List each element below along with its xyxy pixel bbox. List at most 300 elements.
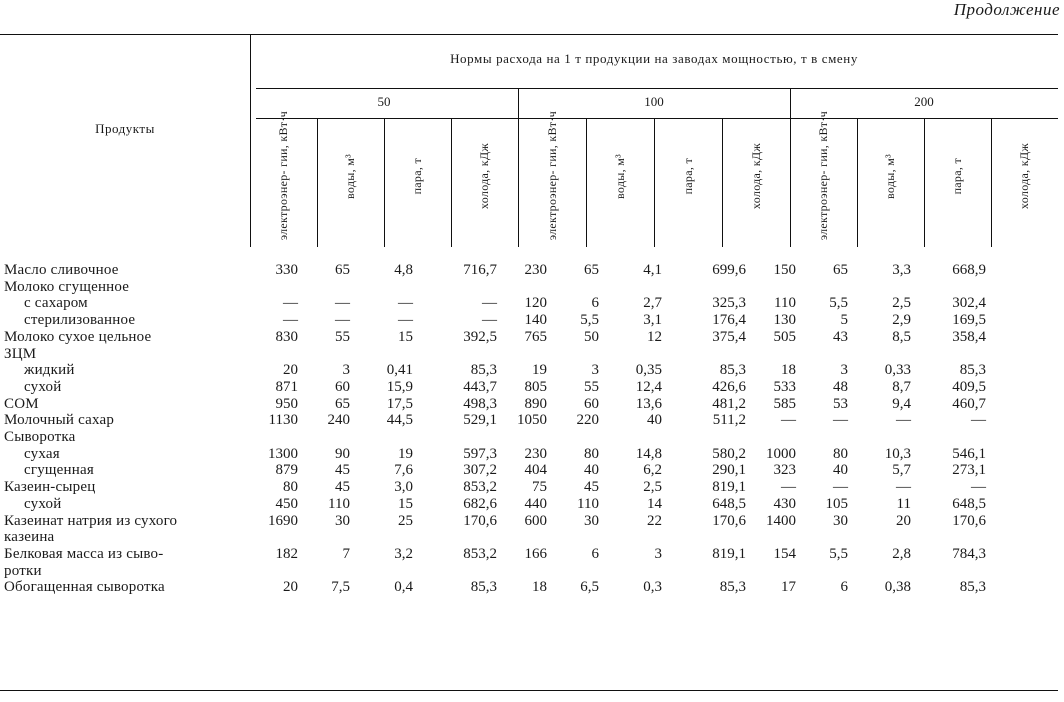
- value-cell: 3: [342, 362, 350, 379]
- subcol-label: электроэнер- гии, кВт·ч: [276, 111, 290, 241]
- value-cell: 4,8: [394, 262, 413, 278]
- value-cell: 426,6: [712, 378, 746, 395]
- value-cell: 44,5: [386, 412, 413, 429]
- value-cell: [497, 429, 547, 446]
- value-cell: [911, 563, 986, 580]
- value-cell: 2,7: [643, 295, 662, 312]
- value-cell: [848, 529, 911, 546]
- value-cell: 240: [327, 412, 350, 429]
- value-cell: 85,3: [719, 362, 746, 379]
- subcol-label: воды, м³: [343, 153, 357, 199]
- value-cell: [796, 563, 848, 580]
- table-row: [4, 279, 986, 296]
- product-name: ротки: [4, 562, 42, 579]
- value-cell: [350, 529, 413, 546]
- value-cell: [911, 429, 986, 446]
- value-cell: [911, 529, 986, 546]
- value-cell: 1000: [766, 445, 796, 462]
- value-cell: [497, 563, 547, 580]
- value-cell: 5,7: [892, 462, 911, 479]
- value-cell: 0,3: [643, 579, 662, 596]
- value-cell: 273,1: [952, 462, 986, 479]
- value-cell: —: [335, 312, 350, 329]
- table-row: [4, 429, 986, 446]
- value-cell: 1130: [268, 412, 298, 429]
- value-cell: 682,6: [463, 495, 497, 512]
- value-cell: 45: [335, 479, 350, 496]
- value-cell: 6: [591, 545, 599, 562]
- value-cell: 230: [524, 445, 547, 462]
- subcol-steam-200: [924, 120, 991, 232]
- value-cell: [298, 563, 350, 580]
- value-cell: —: [398, 312, 413, 329]
- table-row: [4, 412, 986, 429]
- value-cell: 460,7: [952, 395, 986, 412]
- value-cell: —: [971, 412, 986, 429]
- norms-table-body: [4, 262, 986, 596]
- table-row: [4, 379, 986, 396]
- value-cell: 890: [524, 395, 547, 412]
- value-cell: 600: [524, 512, 547, 529]
- value-cell: 375,4: [712, 328, 746, 345]
- value-cell: 580,2: [712, 445, 746, 462]
- table-row: [4, 329, 986, 346]
- value-cell: 130: [773, 312, 796, 329]
- value-cell: 17,5: [386, 395, 413, 412]
- top-rule: [0, 34, 1058, 35]
- value-cell: [298, 279, 350, 296]
- product-name: сухая: [24, 445, 60, 462]
- value-cell: [662, 563, 746, 580]
- value-cell: 0,4: [394, 579, 413, 596]
- product-name: жидкий: [24, 362, 75, 379]
- value-cell: 154: [773, 545, 796, 562]
- table-row: [4, 446, 986, 463]
- value-cell: —: [971, 479, 986, 496]
- value-cell: [547, 279, 599, 296]
- value-cell: 443,7: [463, 378, 497, 395]
- subcol-water-50: [317, 120, 384, 232]
- product-name: Белковая масса из сыво-: [4, 545, 164, 562]
- value-cell: 60: [584, 395, 599, 412]
- value-cell: 784,3: [952, 545, 986, 562]
- value-cell: 1400: [766, 512, 796, 529]
- header-rule-subcols: [256, 118, 1058, 119]
- subcol-label: пара, т: [680, 157, 695, 195]
- value-cell: 110: [577, 495, 599, 512]
- value-cell: 290,1: [712, 462, 746, 479]
- value-cell: [413, 279, 497, 296]
- value-cell: 511,2: [712, 412, 746, 429]
- value-cell: 699,6: [712, 262, 746, 278]
- value-cell: 40: [647, 412, 662, 429]
- table-row: [4, 396, 986, 413]
- value-cell: [547, 529, 599, 546]
- value-cell: 450: [275, 495, 298, 512]
- value-cell: [248, 529, 298, 546]
- value-cell: 648,5: [952, 495, 986, 512]
- value-cell: 14,8: [635, 445, 662, 462]
- value-cell: [298, 429, 350, 446]
- value-cell: 60: [335, 378, 350, 395]
- subcol-electricity-50: [250, 111, 317, 241]
- value-cell: 15: [398, 328, 413, 345]
- value-cell: 170,6: [463, 512, 497, 529]
- value-cell: [298, 529, 350, 546]
- table-row: [4, 462, 986, 479]
- value-cell: —: [781, 412, 796, 429]
- header-products: Продукты: [95, 121, 155, 136]
- value-cell: [746, 346, 796, 363]
- table-row: [4, 262, 986, 279]
- value-cell: —: [896, 479, 911, 496]
- subcol-cold-200: [991, 120, 1058, 232]
- value-cell: [599, 279, 662, 296]
- value-cell: 13,6: [635, 395, 662, 412]
- value-cell: 45: [335, 462, 350, 479]
- value-cell: 716,7: [463, 262, 497, 278]
- subcol-steam-50: [384, 120, 451, 232]
- value-cell: 2,5: [643, 479, 662, 496]
- product-name: Масло сливочное: [4, 262, 119, 278]
- table-row: [4, 312, 986, 329]
- value-cell: 140: [524, 312, 547, 329]
- value-cell: 7: [342, 545, 350, 562]
- value-cell: 182: [275, 545, 298, 562]
- subcol-label: холода, кДж: [1017, 142, 1031, 210]
- value-cell: 110: [328, 495, 350, 512]
- value-cell: 7,5: [331, 579, 350, 596]
- value-cell: 430: [773, 495, 796, 512]
- value-cell: 90: [335, 445, 350, 462]
- value-cell: 7,6: [394, 462, 413, 479]
- subcol-label: электроэнер- гии, кВт·ч: [816, 111, 830, 241]
- value-cell: 481,2: [712, 395, 746, 412]
- capacity-200: 200: [914, 94, 934, 109]
- value-cell: 15: [398, 495, 413, 512]
- value-cell: 819,1: [712, 479, 746, 496]
- value-cell: [911, 279, 986, 296]
- header-rule-capacity: [256, 88, 1058, 89]
- value-cell: 20: [896, 512, 911, 529]
- value-cell: 330: [275, 262, 298, 278]
- value-cell: [298, 346, 350, 363]
- subcol-label: электроэнер- гии, кВт·ч: [544, 111, 559, 241]
- subcol-steam-100: [654, 120, 722, 232]
- product-name: СОМ: [4, 395, 39, 412]
- value-cell: —: [482, 312, 497, 329]
- value-cell: 533: [773, 378, 796, 395]
- value-cell: 3: [591, 362, 599, 379]
- table-row: [4, 546, 986, 563]
- value-cell: 0,41: [386, 362, 413, 379]
- subcol-water-200: [857, 120, 924, 232]
- product-name: Молочный сахар: [4, 412, 115, 429]
- value-cell: 80: [283, 479, 298, 496]
- value-cell: 65: [335, 395, 350, 412]
- bottom-rule: [0, 690, 1058, 691]
- table-row: [4, 579, 986, 596]
- value-cell: 85,3: [470, 579, 497, 596]
- header-norms-title: Нормы расхода на 1 т продукции на заводах мощностью, т в смену: [450, 51, 858, 66]
- value-cell: 10,3: [884, 445, 911, 462]
- value-cell: 585: [773, 395, 796, 412]
- product-name: Казеинат натрия из сухого: [4, 512, 178, 529]
- value-cell: 80: [584, 445, 599, 462]
- value-cell: —: [283, 295, 298, 312]
- value-cell: 18: [781, 362, 796, 379]
- value-cell: 3: [840, 362, 848, 379]
- product-name: Обогащенная сыворотка: [4, 579, 165, 596]
- value-cell: [599, 429, 662, 446]
- value-cell: 1300: [268, 445, 298, 462]
- value-cell: 546,1: [952, 445, 986, 462]
- value-cell: 2,8: [892, 545, 911, 562]
- value-cell: [413, 346, 497, 363]
- value-cell: 55: [335, 328, 350, 345]
- value-cell: 765: [524, 328, 547, 345]
- value-cell: 105: [825, 495, 848, 512]
- value-cell: 2,5: [892, 295, 911, 312]
- subcol-cold-50: [451, 120, 518, 232]
- value-cell: 14: [647, 495, 662, 512]
- value-cell: [497, 346, 547, 363]
- value-cell: [497, 529, 547, 546]
- value-cell: 3,0: [394, 479, 413, 496]
- product-name: сухой: [24, 378, 62, 395]
- value-cell: [497, 279, 547, 296]
- value-cell: 5,5: [829, 295, 848, 312]
- value-cell: 220: [576, 412, 599, 429]
- value-cell: 85,3: [959, 579, 986, 596]
- product-name: стерилизованное: [24, 312, 136, 329]
- value-cell: —: [896, 412, 911, 429]
- value-cell: 80: [833, 445, 848, 462]
- value-cell: 853,2: [463, 545, 497, 562]
- value-cell: 307,2: [463, 462, 497, 479]
- value-cell: [662, 529, 746, 546]
- value-cell: [746, 279, 796, 296]
- value-cell: 85,3: [959, 362, 986, 379]
- value-cell: [248, 279, 298, 296]
- value-cell: 323: [773, 462, 796, 479]
- value-cell: 48: [833, 378, 848, 395]
- value-cell: 65: [584, 262, 599, 278]
- value-cell: 830: [275, 328, 298, 345]
- value-cell: 230: [524, 262, 547, 278]
- value-cell: 19: [532, 362, 547, 379]
- value-cell: 170,6: [712, 512, 746, 529]
- value-cell: 85,3: [470, 362, 497, 379]
- value-cell: [746, 529, 796, 546]
- value-cell: 3,3: [892, 262, 911, 278]
- value-cell: [796, 279, 848, 296]
- value-cell: 12: [647, 328, 662, 345]
- value-cell: 30: [584, 512, 599, 529]
- value-cell: 176,4: [712, 312, 746, 329]
- value-cell: [662, 279, 746, 296]
- value-cell: 85,3: [719, 579, 746, 596]
- value-cell: 302,4: [952, 295, 986, 312]
- value-cell: 871: [275, 378, 298, 395]
- value-cell: —: [781, 479, 796, 496]
- value-cell: —: [482, 295, 497, 312]
- value-cell: 404: [524, 462, 547, 479]
- value-cell: 12,4: [635, 378, 662, 395]
- value-cell: 9,4: [892, 395, 911, 412]
- value-cell: [662, 429, 746, 446]
- value-cell: 50: [584, 328, 599, 345]
- value-cell: 18: [532, 579, 547, 596]
- value-cell: 1690: [268, 512, 298, 529]
- value-cell: 5,5: [580, 312, 599, 329]
- value-cell: [796, 346, 848, 363]
- subcol-label: воды, м³: [612, 153, 627, 199]
- value-cell: 19: [398, 445, 413, 462]
- value-cell: [413, 429, 497, 446]
- table-row: [4, 295, 986, 312]
- value-cell: 668,9: [952, 262, 986, 278]
- value-cell: 819,1: [712, 545, 746, 562]
- value-cell: 110: [774, 295, 796, 312]
- value-cell: 55: [584, 378, 599, 395]
- value-cell: 150: [773, 262, 796, 278]
- table-row: [4, 563, 986, 580]
- value-cell: 440: [524, 495, 547, 512]
- value-cell: 65: [335, 262, 350, 278]
- value-cell: [848, 346, 911, 363]
- product-name: Сыворотка: [4, 429, 76, 446]
- table-row: [4, 496, 986, 513]
- value-cell: 45: [584, 479, 599, 496]
- capacity-50: 50: [377, 94, 391, 109]
- value-cell: [413, 529, 497, 546]
- value-cell: [599, 346, 662, 363]
- value-cell: 5,5: [829, 545, 848, 562]
- product-name: с сахаром: [24, 295, 88, 312]
- value-cell: [547, 429, 599, 446]
- value-cell: 43: [833, 328, 848, 345]
- value-cell: [248, 346, 298, 363]
- product-name: Молоко сгущенное: [4, 278, 130, 295]
- value-cell: 25: [398, 512, 413, 529]
- value-cell: 950: [275, 395, 298, 412]
- product-name: сухой: [24, 495, 62, 512]
- value-cell: 6: [591, 295, 599, 312]
- product-name: Казеин-сырец: [4, 479, 96, 496]
- value-cell: —: [833, 412, 848, 429]
- value-cell: [848, 429, 911, 446]
- value-cell: 358,4: [952, 328, 986, 345]
- value-cell: 22: [647, 512, 662, 529]
- value-cell: 1050: [517, 412, 547, 429]
- value-cell: [746, 429, 796, 446]
- product-name: ЗЦМ: [4, 345, 37, 362]
- value-cell: 11: [896, 495, 911, 512]
- value-cell: 8,7: [892, 378, 911, 395]
- value-cell: 853,2: [463, 479, 497, 496]
- value-cell: —: [398, 295, 413, 312]
- subcol-label: пара, т: [950, 157, 964, 195]
- subcol-label: холода, кДж: [477, 142, 491, 210]
- value-cell: [350, 346, 413, 363]
- value-cell: 40: [833, 462, 848, 479]
- value-cell: [662, 346, 746, 363]
- value-cell: —: [335, 295, 350, 312]
- value-cell: 40: [584, 462, 599, 479]
- value-cell: [848, 563, 911, 580]
- value-cell: 6: [840, 579, 848, 596]
- value-cell: 648,5: [712, 495, 746, 512]
- value-cell: [848, 279, 911, 296]
- value-cell: —: [283, 312, 298, 329]
- value-cell: 0,33: [884, 362, 911, 379]
- value-cell: —: [833, 479, 848, 496]
- value-cell: 15,9: [386, 378, 413, 395]
- value-cell: [350, 429, 413, 446]
- value-cell: 409,5: [952, 378, 986, 395]
- value-cell: 325,3: [712, 295, 746, 312]
- product-name: Молоко сухое цельное: [4, 328, 152, 345]
- subcol-water-100: [586, 120, 654, 232]
- value-cell: 3,1: [643, 312, 662, 329]
- value-cell: 53: [833, 395, 848, 412]
- value-cell: 166: [524, 545, 547, 562]
- subcol-electricity-200: [790, 111, 857, 241]
- value-cell: 805: [524, 378, 547, 395]
- value-cell: 20: [283, 362, 298, 379]
- table-row: [4, 513, 986, 530]
- value-cell: 0,38: [884, 579, 911, 596]
- subcol-label: холода, кДж: [748, 142, 763, 210]
- product-name: сгущенная: [24, 462, 94, 479]
- value-cell: 597,3: [463, 445, 497, 462]
- value-cell: [413, 563, 497, 580]
- value-cell: 498,3: [463, 395, 497, 412]
- value-cell: [796, 429, 848, 446]
- value-cell: 392,5: [463, 328, 497, 345]
- value-cell: [911, 346, 986, 363]
- subcol-label: воды, м³: [883, 153, 897, 199]
- value-cell: [248, 429, 298, 446]
- value-cell: 169,5: [952, 312, 986, 329]
- value-cell: 879: [275, 462, 298, 479]
- table-row: [4, 362, 986, 379]
- continuation-label: Продолжение: [953, 0, 1060, 19]
- value-cell: 170,6: [952, 512, 986, 529]
- value-cell: 65: [833, 262, 848, 278]
- capacity-100: 100: [644, 94, 664, 109]
- value-cell: [746, 563, 796, 580]
- subcol-cold-100: [722, 120, 790, 232]
- value-cell: 3,2: [394, 545, 413, 562]
- value-cell: 8,5: [892, 328, 911, 345]
- value-cell: [599, 529, 662, 546]
- value-cell: [547, 346, 599, 363]
- product-name: казеина: [4, 529, 55, 546]
- value-cell: 0,35: [635, 362, 662, 379]
- value-cell: 6,2: [643, 462, 662, 479]
- value-cell: 120: [524, 295, 547, 312]
- value-cell: 30: [335, 512, 350, 529]
- value-cell: [248, 563, 298, 580]
- value-cell: 30: [833, 512, 848, 529]
- table-row: [4, 529, 986, 546]
- value-cell: [350, 279, 413, 296]
- value-cell: [350, 563, 413, 580]
- table-row: [4, 479, 986, 496]
- value-cell: [547, 563, 599, 580]
